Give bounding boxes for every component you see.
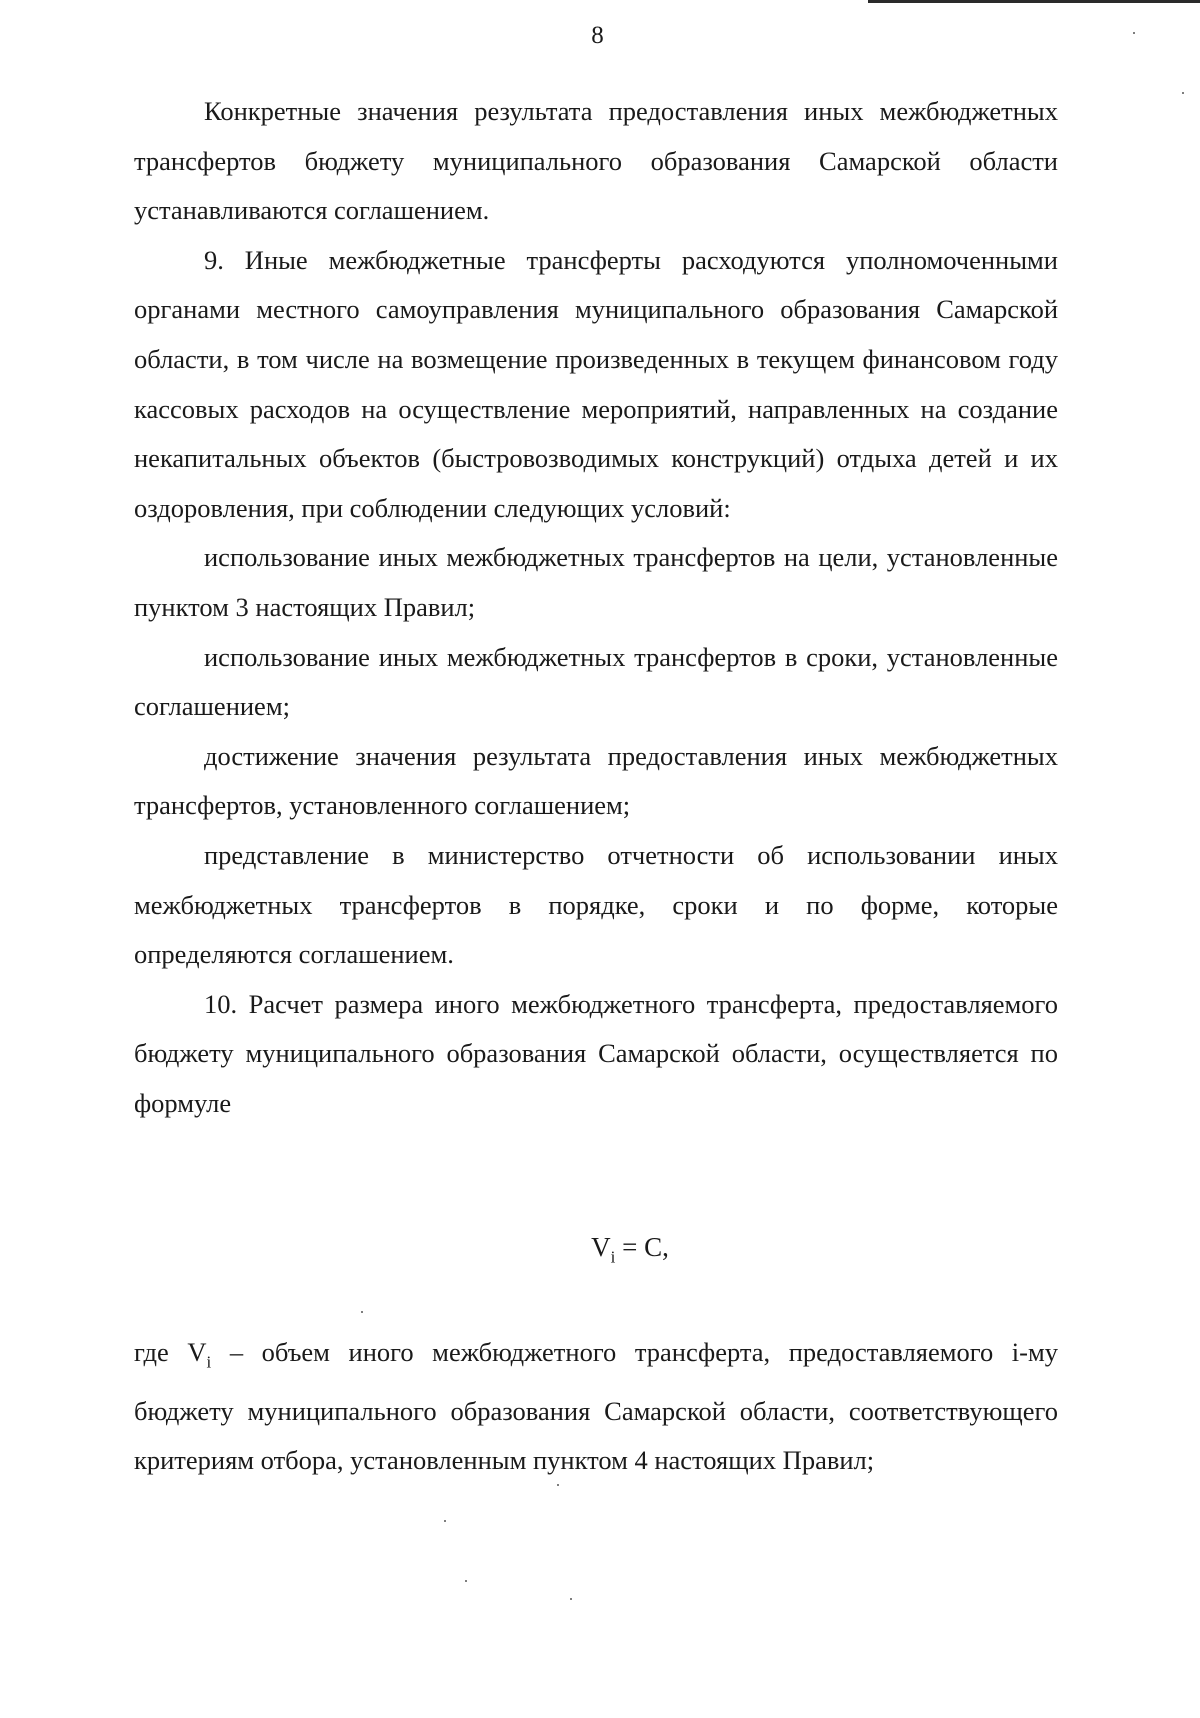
body-text-block: [134, 87, 1058, 1128]
paragraph-condition-terms: использование иных межбюджетных трансфертов в сроки, установленные соглашением;: [134, 641, 1058, 722]
explanation-prefix: где V: [134, 1337, 207, 1367]
scan-speck: [570, 1598, 572, 1600]
formula-lhs-subscript: i: [610, 1247, 616, 1267]
scan-speck: [1182, 92, 1184, 94]
explanation-subscript: i: [206, 1352, 212, 1372]
explanation-text: – объем иного межбюджетного трансферта, предоставляемого i-му бюджету муниципального образования Самарской области, соответствующего критериям отбора, установленным пунктом 4 настоящих Правил;: [134, 1337, 1058, 1476]
formula-rhs: = C,: [615, 1232, 669, 1262]
paragraph-result-values: Конкретные значения результата предоставления иных межбюджетных трансфертов бюджету муниципального образования Самарской области устанавливаются соглашением.: [134, 96, 1058, 226]
paragraph-item-10: 10. Расчет размера иного межбюджетного трансферта, предоставляемого бюджету муниципального образования Самарской области, осуществляется по формуле: [134, 988, 1058, 1118]
paragraph-item-9: 9. Иные межбюджетные трансферты расходуются уполномоченными органами местного самоуправления муниципального образования Самарской области, в том числе на возмещение произведенных в текущем финансовом году кассовых расходов на осуществление мероприятий, направленных на создание некапитальных объектов (быстровозводимых конструкций) отдыха детей и их оздоровления, при соблюдении следующих условий:: [134, 244, 1058, 523]
scan-speck: [444, 1520, 446, 1522]
formula: [0, 1232, 1200, 1267]
scan-speck: [465, 1580, 467, 1582]
top-edge-line: [868, 0, 1200, 3]
paragraph-condition-purpose: использование иных межбюджетных трансфертов на цели, установленные пунктом 3 настоящих Правил;: [134, 542, 1058, 622]
page-number: 8: [591, 22, 604, 49]
scan-speck: [361, 1311, 363, 1313]
scan-speck: [557, 1484, 559, 1486]
formula-lhs: V: [591, 1232, 611, 1262]
paragraph-condition-reporting: представление в министерство отчетности об использовании иных межбюджетных трансфертов в порядке, сроки и по форме, которые определяются соглашением.: [134, 839, 1058, 970]
formula-explanation: [134, 1328, 1058, 1486]
scan-speck: [1133, 32, 1135, 34]
paragraph-condition-result: достижение значения результата предоставления иных межбюджетных трансфертов, установленного соглашением;: [134, 740, 1058, 821]
